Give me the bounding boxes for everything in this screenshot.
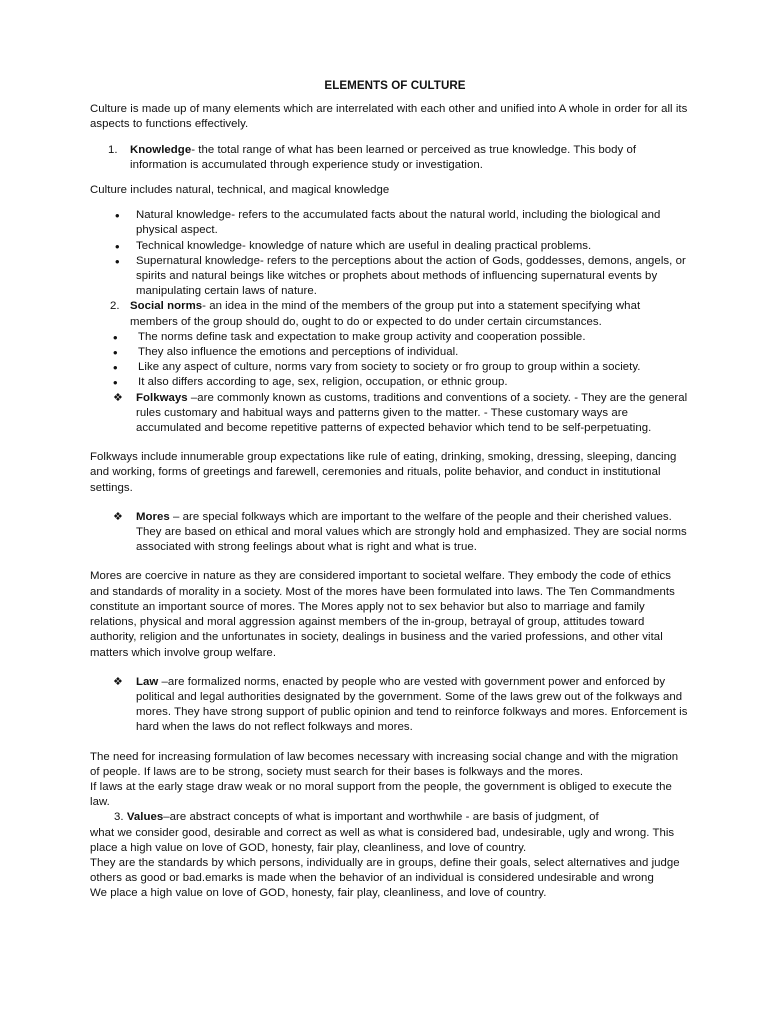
- knowledge-types-intro: Culture includes natural, technical, and magical knowledge: [90, 184, 390, 197]
- diamond-bullet-icon: ❖: [113, 675, 123, 688]
- values-paragraph: what we consider good, desirable and correct as well as what is considered bad, undesirable, ugly and wrong. This place a high value on love of GOD, honesty, fair play, cleanliness, and love of country.: [90, 826, 675, 854]
- diamond-bullet-icon: ❖: [113, 510, 123, 523]
- law-paragraph: The need for increasing formulation of law becomes necessary with increasing social change and with the migration of people. If laws are to be strong, society must search for their bases is folkways and the mores.: [90, 750, 679, 778]
- folkways-definition: –are commonly known as customs, traditions and conventions of a society. - They are the general rules customary and habitual ways and patterns given to the matter. - These customary ways are accumulated and become repetitive patterns of expected behavior which tend to be self-perpetuating.: [136, 391, 688, 435]
- values-term: Values: [126, 811, 164, 824]
- bullet-icon: •: [113, 360, 118, 376]
- knowledge-term: Knowledge: [130, 143, 192, 156]
- list-item-text: Supernatural knowledge- refers to the perceptions about the action of Gods, goddesses, demons, angels, or spirits and natural beings like witches or prophets about methods of influencing supernatural events by manipulating certain laws of nature.: [136, 254, 686, 298]
- document-page: [90, 78, 690, 902]
- law-definition: –are formalized norms, enacted by people who are vested with government power and enforced by political and legal authorities designated by the government. Some of the laws grew out of the folkways and mores. They have strong support of public opinion and tend to reinforce folkways and mores. Enforcement is hard when the laws do not reflect folkways and mores.: [136, 675, 688, 734]
- list-item: [90, 330, 690, 345]
- list-item: [90, 208, 690, 238]
- list-item: [90, 375, 690, 390]
- social-norms-item: [90, 299, 690, 329]
- bullet-icon: •: [115, 208, 120, 224]
- bullet-icon: •: [115, 253, 120, 269]
- list-item: [90, 254, 690, 300]
- bullet-icon: •: [113, 375, 118, 391]
- law-term: Law: [136, 675, 159, 688]
- folkways-term: Folkways: [136, 391, 188, 404]
- law-paragraph: If laws at the early stage draw weak or no moral support from the people, the government is obliged to execute the law.: [90, 780, 672, 809]
- mores-term: Mores: [136, 510, 170, 523]
- list-item: [90, 360, 690, 375]
- list-item-text: Like any aspect of culture, norms vary from society to society or fro group to group within a society.: [138, 361, 641, 374]
- values-definition: –are abstract concepts of what is important and worthwhile - are basis of judgment, of: [163, 811, 599, 824]
- folkways-item: [90, 391, 690, 437]
- norms-bullet-list: [90, 330, 690, 391]
- list-item-text: Technical knowledge- knowledge of nature which are useful in dealing practical problems.: [136, 239, 592, 252]
- social-norms-term: Social norms: [130, 300, 203, 313]
- list-item-text: Natural knowledge- refers to the accumulated facts about the natural world, including the biological and physical aspect.: [136, 209, 661, 237]
- values-item: [90, 810, 690, 825]
- list-item: [90, 345, 690, 360]
- mores-paragraph: Mores are coercive in nature as they are considered important to societal welfare. They embody the code of ethics and standards of morality in a society. Most of the mores have been formulated into laws. The Ten Commandments constitute an important source of mores. The Mores apply not to sex behavior but also to marriage and family relations, physical and moral aggression against members of the in-group, betrayal of group, attitudes toward authority, religion and the unfortunates in society, dealings in business and the varied professions, and other vital matters which involve group welfare.: [90, 570, 675, 659]
- mores-item: [90, 510, 690, 556]
- values-paragraph: They are the standards by which persons, individually are in groups, define their goals, select alternatives and judge others as good or bad.emarks is made when the behavior of an individual is considered undesirable and wrong: [90, 856, 680, 885]
- folkways-paragraph: Folkways include innumerable group expectations like rule of eating, drinking, smoking, dressing, sleeping, dancing and working, forms of greetings and farewell, ceremonies and rituals, polite behavior, and conduct in institutional settings.: [90, 451, 677, 494]
- list-item-text: The norms define task and expectation to make group activity and cooperation possible.: [138, 330, 586, 343]
- bullet-icon: •: [115, 238, 120, 254]
- values-paragraph: We place a high value on love of GOD, honesty, fair play, cleanliness, and love of country.: [90, 887, 547, 900]
- bullet-icon: •: [113, 329, 118, 345]
- knowledge-item: [90, 143, 690, 173]
- item-number: 1.: [108, 143, 118, 156]
- law-item: [90, 675, 690, 736]
- bullet-icon: •: [113, 345, 118, 361]
- document-title: ELEMENTS OF CULTURE: [324, 79, 466, 92]
- list-item: [90, 239, 690, 254]
- item-number: 3.: [114, 811, 124, 824]
- intro-paragraph: Culture is made up of many elements which are interrelated with each other and unified into A whole in order for all its aspects to functions effectively.: [90, 103, 688, 131]
- item-number: 2.: [110, 300, 120, 313]
- list-item-text: It also differs according to age, sex, religion, occupation, or ethnic group.: [138, 376, 508, 389]
- list-item-text: They also influence the emotions and perceptions of individual.: [138, 346, 459, 359]
- knowledge-definition: - the total range of what has been learned or perceived as true knowledge. This body of information is accumulated through experience study or investigation.: [130, 143, 637, 171]
- diamond-bullet-icon: ❖: [113, 391, 123, 404]
- knowledge-bullet-list: [90, 208, 690, 299]
- social-norms-definition: - an idea in the mind of the members of the group put into a statement specifying what members of the group should do, ought to do or expected to do under certain circumstances.: [130, 300, 641, 328]
- mores-definition: – are special folkways which are important to the welfare of the people and their cherished values. They are based on ethical and moral values which are strongly hold and emphasized. They are social norms associated with strong feelings about what is right and what is true.: [136, 510, 687, 554]
